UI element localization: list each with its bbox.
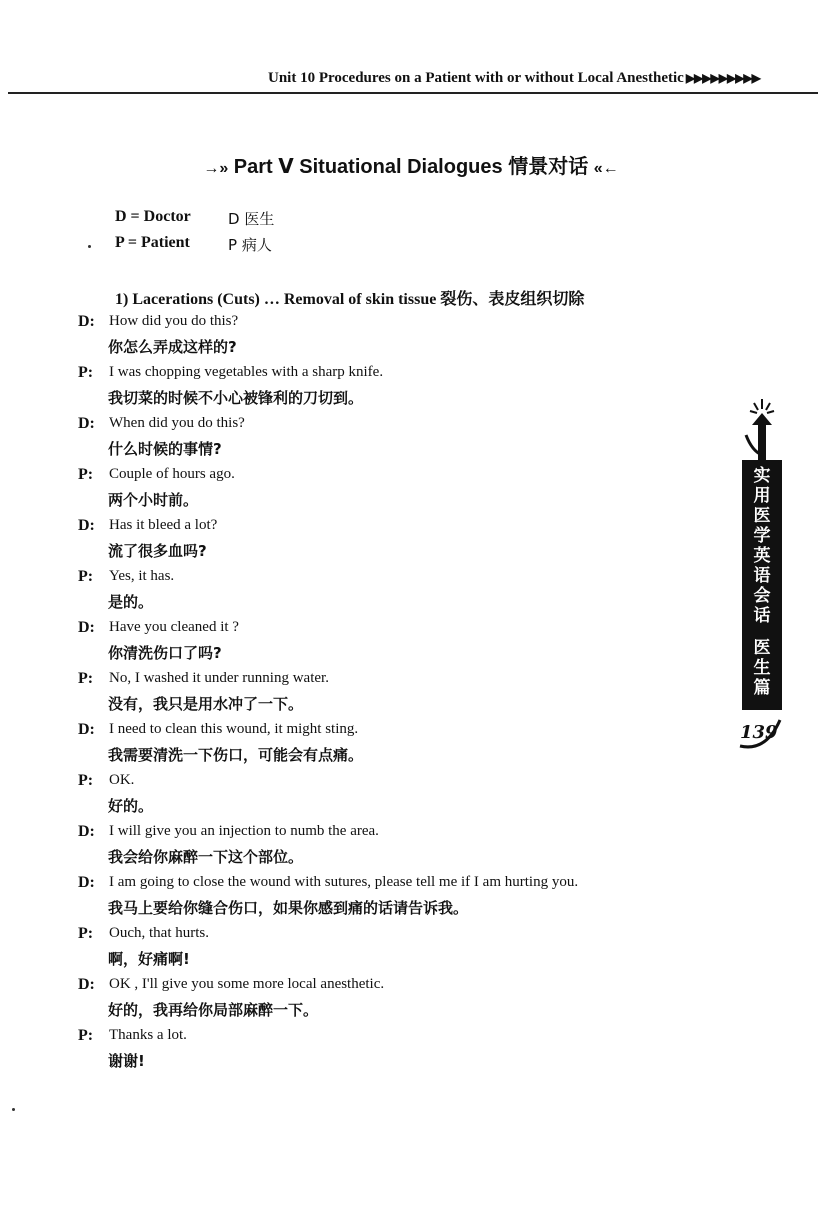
side-tab-char: 会	[753, 586, 771, 606]
side-tab-char: 学	[753, 526, 771, 546]
chinese-line: 我切菜的时候不小心被锋利的刀切到。	[108, 389, 364, 407]
dialogue-turn	[78, 415, 718, 466]
dialogue-turn	[78, 976, 718, 1027]
speaker-label: P:	[78, 925, 94, 942]
english-line: How did you do this?	[109, 313, 239, 329]
speaker-label: D:	[78, 823, 95, 840]
legend-en: P = Patient	[115, 234, 190, 251]
english-line: Ouch, that hurts.	[109, 925, 209, 941]
dialogue-turn	[78, 823, 718, 874]
english-line: Thanks a lot.	[109, 1027, 187, 1043]
chinese-line: 没有，我只是用水冲了一下。	[108, 695, 304, 713]
dialogue-turn	[78, 568, 718, 619]
english-line: Yes, it has.	[109, 568, 175, 584]
page-number: 139	[740, 722, 778, 743]
side-tab-char: 生	[753, 658, 771, 678]
dialogue-turn	[78, 364, 718, 415]
chinese-line: 好的，我再给你局部麻醉一下。	[108, 1001, 319, 1019]
chinese-line: 谢谢!	[108, 1052, 145, 1070]
english-line: Have you cleaned it ?	[109, 619, 239, 635]
speaker-label: P:	[78, 772, 94, 789]
side-tab-char: 英	[753, 546, 771, 566]
speaker-label: P:	[78, 466, 94, 483]
dialogue-turn	[78, 517, 718, 568]
speaker-label: P:	[78, 364, 94, 381]
english-line: I will give you an injection to numb the area.	[109, 823, 379, 839]
scan-speck	[12, 1108, 15, 1111]
speaker-label: D:	[78, 619, 95, 636]
english-line: I am going to close the wound with sutures, please tell me if I am hurting you.	[109, 874, 579, 890]
chinese-line: 我会给你麻醉一下这个部位。	[108, 848, 304, 866]
english-line: I need to clean this wound, it might sting.	[109, 721, 359, 737]
legend-zh: P 病人	[228, 236, 272, 254]
right-arrow-ornament-icon: «←	[593, 160, 619, 177]
side-tab-char: 实	[753, 466, 771, 486]
part-heading	[0, 150, 822, 179]
legend-zh: D 医生	[228, 210, 275, 228]
side-tab-char: 医	[753, 506, 771, 526]
section-title: 1) Lacerations (Cuts) … Removal of skin tissue 裂伤、表皮组织切除	[115, 291, 585, 308]
speaker-label: P:	[78, 1027, 94, 1044]
legend-row	[115, 208, 274, 234]
chinese-line: 流了很多血吗?	[108, 542, 207, 560]
side-tab-char: 用	[753, 486, 771, 506]
english-line: I was chopping vegetables with a sharp knife.	[109, 364, 384, 380]
speaker-label: D:	[78, 313, 95, 330]
speaker-label: D:	[78, 874, 95, 891]
english-line: When did you do this?	[109, 415, 245, 431]
english-line: OK.	[109, 772, 135, 788]
header-rule	[8, 92, 818, 94]
side-tab-char: 话	[753, 606, 771, 626]
english-line: Has it bleed a lot?	[109, 517, 218, 533]
speaker-legend	[115, 208, 274, 260]
legend-row	[115, 234, 274, 260]
speaker-label: D:	[78, 517, 95, 534]
dialogue-turn	[78, 1027, 718, 1078]
speaker-label: P:	[78, 670, 94, 687]
part-title: Part Ⅴ Situational Dialogues 情景对话	[233, 156, 589, 178]
dialogue-turn	[78, 721, 718, 772]
chinese-line: 是的。	[108, 593, 154, 611]
side-tab-char: 医	[753, 638, 771, 658]
side-tab-char: 篇	[753, 678, 771, 698]
chinese-line: 你清洗伤口了吗?	[108, 644, 222, 662]
speaker-label: P:	[78, 568, 94, 585]
chinese-line: 啊，好痛啊!	[108, 950, 190, 968]
legend-en: D = Doctor	[115, 208, 191, 225]
dialogue-turn	[78, 466, 718, 517]
chinese-line: 我需要清洗一下伤口，可能会有点痛。	[108, 746, 364, 764]
running-header-title: Unit 10 Procedures on a Patient with or without Local Anesthetic	[268, 70, 684, 86]
dialogue	[78, 313, 718, 1078]
chinese-line: 什么时候的事情?	[108, 440, 222, 458]
chinese-line: 两个小时前。	[108, 491, 199, 509]
dialogue-turn	[78, 670, 718, 721]
dialogue-turn	[78, 619, 718, 670]
sparkle-arrow-icon	[742, 395, 782, 461]
header-arrows-icon: ▶▶▶▶▶▶▶▶▶	[685, 71, 760, 85]
chinese-line: 好的。	[108, 797, 154, 815]
side-tab-char: 语	[753, 566, 771, 586]
speaker-label: D:	[78, 976, 95, 993]
dialogue-turn	[78, 874, 718, 925]
dialogue-turn	[78, 772, 718, 823]
dialogue-turn	[78, 925, 718, 976]
english-line: Couple of hours ago.	[109, 466, 235, 482]
speaker-label: D:	[78, 721, 95, 738]
english-line: OK , I'll give you some more local anesthetic.	[109, 976, 385, 992]
chinese-line: 我马上要给你缝合伤口，如果你感到痛的话请告诉我。	[108, 899, 469, 917]
english-line: No, I washed it under running water.	[109, 670, 329, 686]
scan-speck	[88, 245, 91, 248]
running-header	[268, 70, 760, 87]
left-arrow-ornament-icon: →»	[203, 160, 229, 177]
dialogue-turn	[78, 313, 718, 364]
speaker-label: D:	[78, 415, 95, 432]
chinese-line: 你怎么弄成这样的?	[108, 338, 237, 356]
side-tab	[742, 460, 782, 710]
